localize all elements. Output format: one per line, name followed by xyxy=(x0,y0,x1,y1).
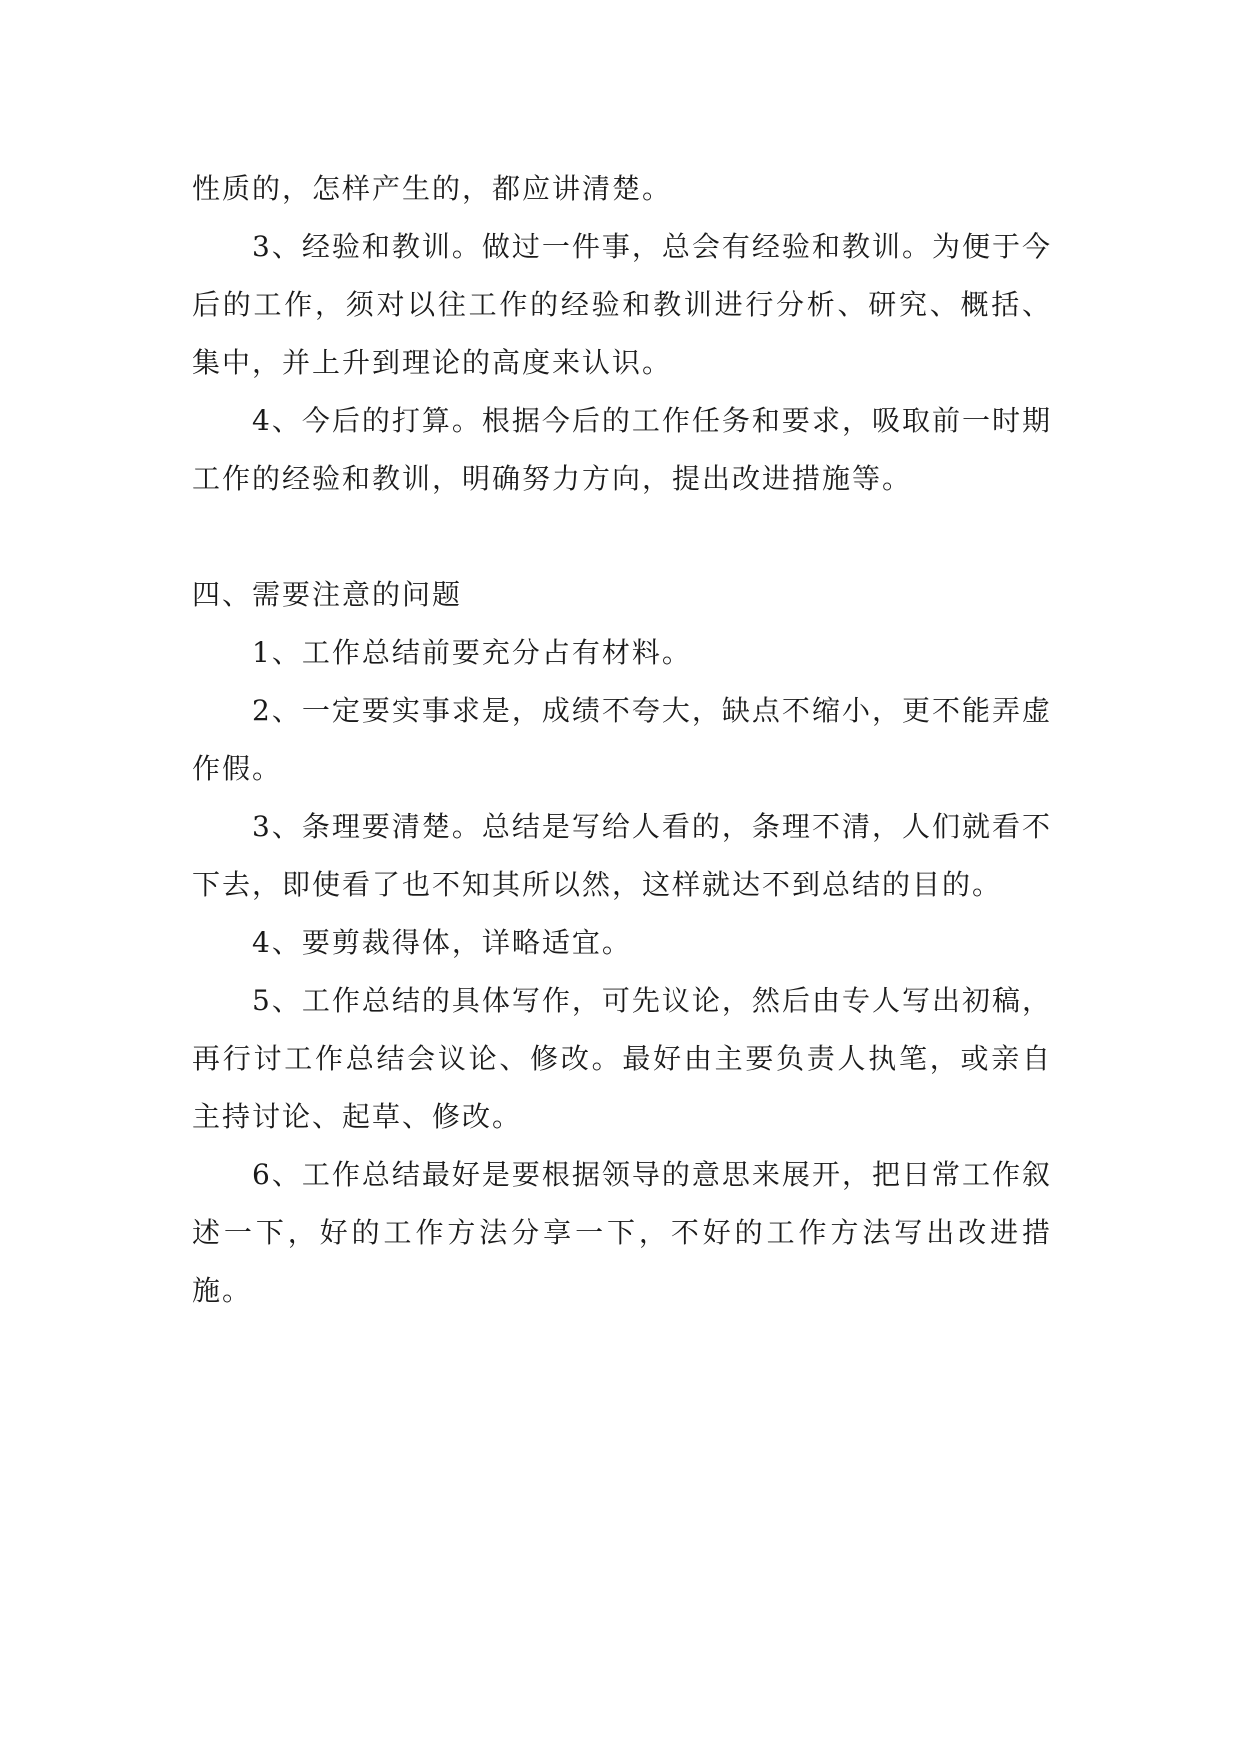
list-item-3: 3、条理要清楚。总结是写给人看的，条理不清，人们就看不下去，即使看了也不知其所以然，这样就达不到总结的目的。 xyxy=(192,810,1052,901)
section-heading: 四、需要注意的问题 xyxy=(192,578,463,611)
paragraph-continuation: 性质的，怎样产生的，都应讲清楚。 xyxy=(192,172,673,205)
list-item-5: 5、工作总结的具体写作，可先议论，然后由专人写出初稿，再行讨工作总结会议论、修改。最好由主要负责人执笔，或亲自主持讨论、起草、修改。 xyxy=(192,984,1052,1133)
document-body xyxy=(192,160,1052,1320)
list-item-2: 2、一定要实事求是，成绩不夸大，缺点不缩小，更不能弄虚作假。 xyxy=(192,694,1052,785)
list-item-6: 6、工作总结最好是要根据领导的意思来展开，把日常工作叙述一下，好的工作方法分享一下，不好的工作方法写出改进措施。 xyxy=(192,1158,1052,1307)
paragraph-experience-lessons: 3、经验和教训。做过一件事，总会有经验和教训。为便于今后的工作，须对以往工作的经验和教训进行分析、研究、概括、集中，并上升到理论的高度来认识。 xyxy=(192,230,1052,379)
list-item-1: 1、工作总结前要充分占有材料。 xyxy=(252,636,692,669)
list-item-4: 4、要剪裁得体，详略适宜。 xyxy=(252,926,632,959)
paragraph-future-plans: 4、今后的打算。根据今后的工作任务和要求，吸取前一时期工作的经验和教训，明确努力方向，提出改进措施等。 xyxy=(192,404,1052,495)
